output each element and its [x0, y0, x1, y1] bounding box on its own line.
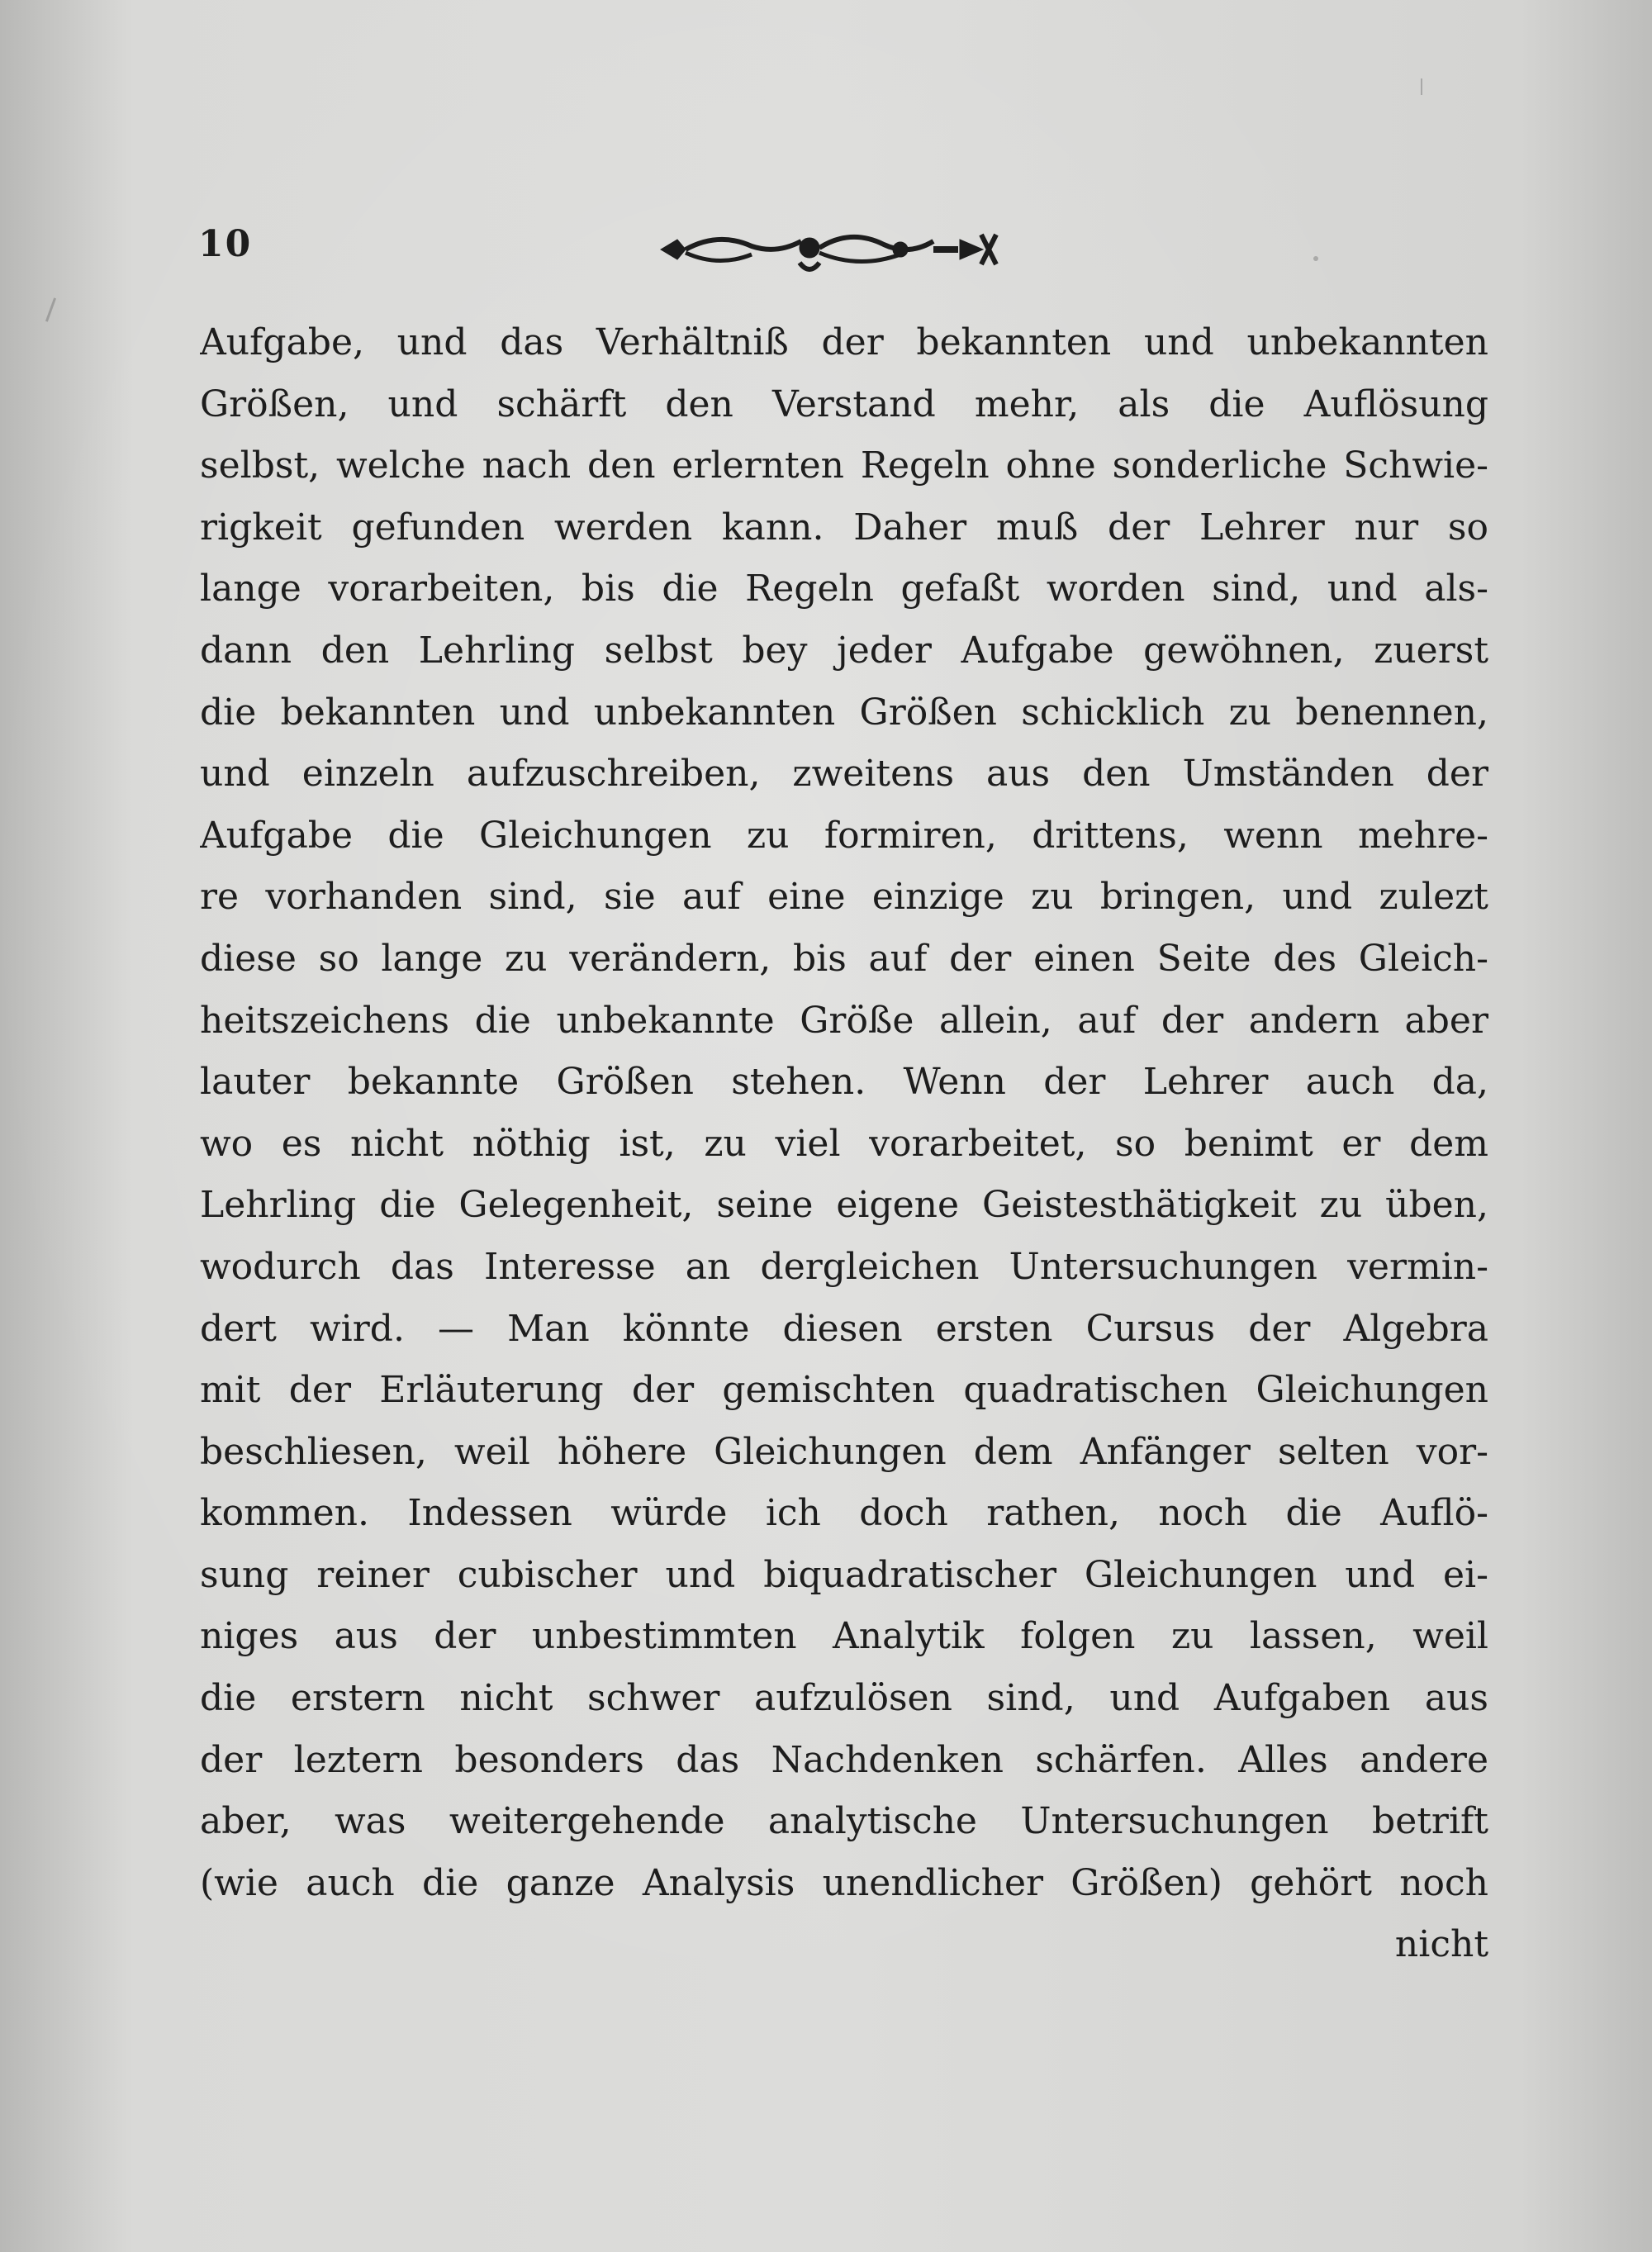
text-line: der leztern besonders das Nachdenken schärfen. Alles andere [200, 1738, 1488, 1781]
ornament-icon [653, 216, 1016, 283]
text-line: beschliesen, weil höhere Gleichungen dem Anfänger selten vor- [200, 1430, 1488, 1473]
text-line: Lehrling die Gelegenheit, seine eigene Geistesthätigkeit zu üben, [200, 1184, 1488, 1227]
text-line: Aufgabe, und das Verhältniß der bekannten und unbekannten [200, 321, 1488, 363]
text-line: dert wird. — Man könnte diesen ersten Cursus der Algebra [200, 1307, 1488, 1350]
text-line: re vorhanden sind, sie auf eine einzige zu bringen, und zulezt [200, 876, 1488, 919]
text-line: dann den Lehrling selbst bey jeder Aufgabe gewöhnen, zuerst [200, 629, 1488, 672]
text-line: Größen, und schärft den Verstand mehr, als die Auflösung [200, 382, 1488, 425]
text-line: und einzeln aufzuschreiben, zweitens aus den Umständen der [200, 753, 1488, 796]
text-line: Aufgabe die Gleichungen zu formiren, drittens, wenn mehre- [200, 814, 1488, 857]
text-line: die erstern nicht schwer aufzulösen sind, und Aufgaben aus [200, 1677, 1488, 1720]
text-line: (wie auch die ganze Analysis unendlicher Größen) gehört noch [200, 1861, 1488, 1904]
text-line: mit der Erläuterung der gemischten quadratischen Gleichungen [200, 1369, 1488, 1412]
text-line: heitszeichens die unbekannte Größe allein, auf der andern aber [200, 999, 1488, 1042]
text-line: rigkeit gefunden werden kann. Daher muß der Lehrer nur so [200, 506, 1488, 549]
paper-mark [1421, 78, 1422, 95]
page-number: 10 [198, 223, 253, 265]
text-line: lauter bekannte Größen stehen. Wenn der Lehrer auch da, [200, 1061, 1488, 1104]
paper-mark [45, 297, 56, 321]
body-text [200, 312, 1488, 1976]
text-line: wodurch das Interesse an dergleichen Untersuchungen vermin- [200, 1245, 1488, 1288]
text-line: lange vorarbeiten, bis die Regeln gefaßt worden sind, und als- [200, 568, 1488, 611]
text-line: niges aus der unbestimmten Analytik folgen zu lassen, weil [200, 1615, 1488, 1658]
text-line: sung reiner cubischer und biquadratischer Gleichungen und ei- [200, 1553, 1488, 1596]
text-line: aber, was weitergehende analytische Untersuchungen betrift [200, 1800, 1488, 1843]
text-line: wo es nicht nöthig ist, zu viel vorarbeitet, so benimt er dem [200, 1122, 1488, 1165]
text-line: die bekannten und unbekannten Größen schicklich zu benennen, [200, 691, 1488, 734]
paper-mark [1313, 256, 1318, 261]
text-line: kommen. Indessen würde ich doch rathen, noch die Auflö- [200, 1492, 1488, 1535]
text-line: diese so lange zu verändern, bis auf der einen Seite des Gleich- [200, 937, 1488, 980]
text-line: selbst, welche nach den erlernten Regeln ohne sonderliche Schwie- [200, 444, 1488, 487]
catchword: nicht [1394, 1923, 1488, 1966]
